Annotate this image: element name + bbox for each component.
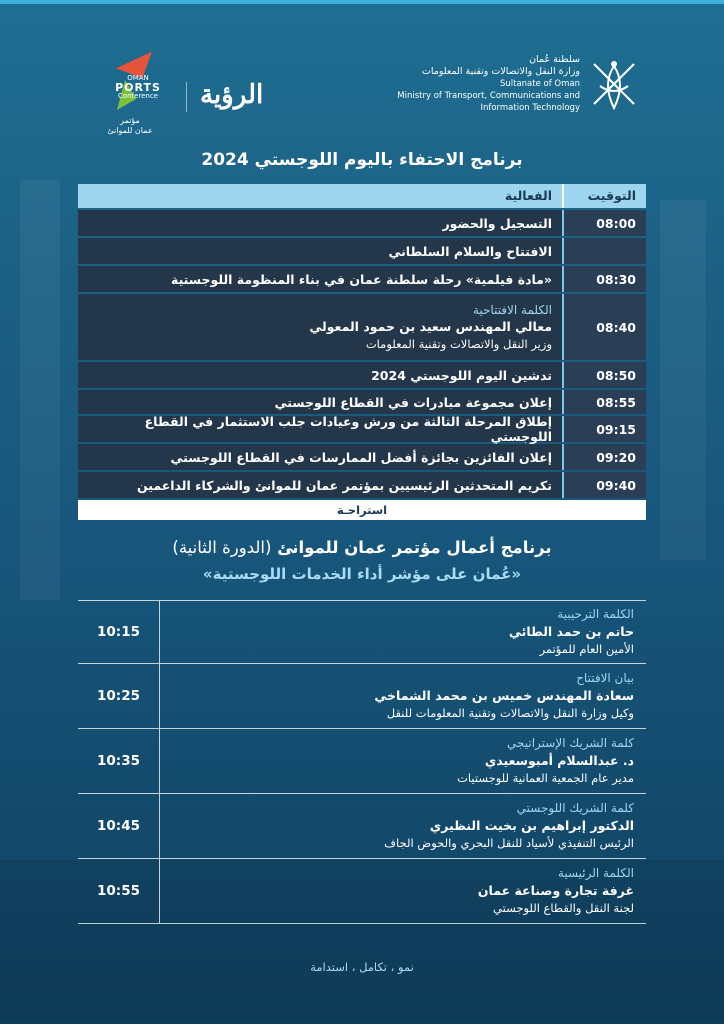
logistics-day-table	[78, 184, 646, 520]
row-time: 10:55	[78, 859, 160, 923]
ports-logo-line2: PORTS	[115, 81, 161, 94]
top-accent-bar	[0, 0, 724, 4]
row-time: 10:35	[78, 729, 160, 793]
conference-edition: (الدورة الثانية)	[172, 538, 272, 557]
row-speaker: الدكتور إبراهيم بن بخيت النظيري	[429, 818, 634, 833]
table-row	[78, 600, 646, 664]
row-activity	[160, 729, 646, 793]
table-row	[78, 859, 646, 924]
table-row	[78, 729, 646, 794]
row-activity: «مادة فيلمية» رحلة سلطنة عمان في بناء المنظومة اللوجستية	[78, 266, 562, 292]
conference-title-main: برنامج أعمال مؤتمر عمان للموانئ	[277, 538, 552, 557]
table-row	[78, 444, 646, 470]
header-activity: الفعالية	[504, 188, 552, 203]
alroya-logo: الرؤية	[200, 80, 264, 110]
ports-logo-ar2: عمان للموانئ	[107, 126, 153, 135]
header-divider	[186, 82, 187, 112]
table-row	[78, 266, 646, 292]
ports-logo-arabic	[100, 116, 160, 136]
row-time: 09:20	[562, 444, 646, 470]
ports-logo-line1: OMAN	[127, 74, 149, 82]
row-activity	[160, 601, 646, 663]
ministry-en3: Information Technology	[480, 103, 580, 113]
table-row	[78, 664, 646, 729]
table-row	[78, 794, 646, 859]
row-time: 09:15	[562, 416, 646, 442]
row-activity: إطلاق المرحلة الثالثة من ورش وعيادات جلب الاستثمار في القطاع اللوجستي	[78, 416, 562, 442]
row-activity: إعلان الفائزين بجائزة أفضل الممارسات في القطاع اللوجستي	[78, 444, 562, 470]
conference-subtitle: «عُمان على مؤشر أداء الخدمات اللوجستية»	[202, 565, 522, 583]
row-time	[562, 238, 646, 264]
row-activity: إعلان مجموعة مبادرات في القطاع اللوجستي	[78, 390, 562, 414]
header	[0, 40, 724, 140]
table-row	[78, 390, 646, 414]
ports-logo-ar1: مؤتمر	[120, 116, 140, 125]
row-speaker: سعادة المهندس خميس بن محمد الشماخي	[374, 688, 634, 703]
table-row	[78, 472, 646, 498]
row-activity	[160, 664, 646, 728]
row-time: 10:25	[78, 664, 160, 728]
row-activity: التسجيل والحضور	[78, 210, 562, 236]
row-activity	[160, 794, 646, 858]
row-activity: الافتتاح والسلام السلطاني	[78, 238, 562, 264]
row-activity	[160, 859, 646, 923]
row-role: كلمة الشريك اللوجستي	[516, 801, 634, 815]
row-role: الكلمة الرئيسية	[557, 866, 634, 880]
conference-title-line	[0, 538, 724, 557]
header-time: التوقيت	[562, 184, 646, 208]
row-description: الرئيس التنفيذي لأسياد للنقل البحري والحوض الجاف	[384, 836, 634, 850]
row-time: 10:15	[78, 601, 160, 663]
row-label: الكلمة الافتتاحية	[472, 303, 552, 317]
table-row	[78, 416, 646, 442]
row-speaker: معالي المهندس سعيد بن حمود المعولي	[309, 319, 552, 334]
row-activity: تدشين اليوم اللوجستي 2024	[78, 362, 562, 388]
row-time: 08:00	[562, 210, 646, 236]
table-row	[78, 238, 646, 264]
row-speaker: غرفة تجارة وصناعة عمان	[477, 883, 634, 898]
ministry-ar1: سلطنة عُمان	[529, 54, 580, 65]
row-time: 09:40	[562, 472, 646, 498]
row-role: كلمة الشريك الإستراتيجي	[507, 736, 634, 750]
row-time: 08:55	[562, 390, 646, 414]
oman-ports-conference-logo	[80, 44, 180, 136]
row-description: وكيل وزارة النقل والاتصالات وتقنية المعلومات للنقل	[386, 706, 634, 720]
logo-sail-orange	[116, 42, 152, 78]
table-row	[78, 362, 646, 388]
row-time: 10:45	[78, 794, 160, 858]
row-description: وزير النقل والاتصالات وتقنية المعلومات	[365, 337, 552, 351]
ministry-ar2: وزارة النقل والاتصالات وتقنية المعلومات	[421, 66, 580, 77]
footer-slogan: نمو ، تكامل ، استدامة	[310, 960, 414, 974]
table-header	[78, 184, 646, 208]
ministry-en2: Ministry of Transport, Communications and	[397, 91, 580, 101]
row-role: الكلمة الترحيبية	[557, 607, 634, 621]
page-title: برنامج الاحتفاء باليوم اللوجستي 2024	[201, 150, 523, 170]
table-row	[78, 294, 646, 360]
conference-title	[0, 538, 724, 583]
ports-logo-line3: Conference	[117, 92, 158, 100]
row-time: 08:30	[562, 266, 646, 292]
conference-table	[78, 600, 646, 924]
row-speaker: حاتم بن حمد الطائي	[509, 624, 634, 639]
row-time: 08:40	[562, 294, 646, 360]
break-row: استراحـة	[78, 500, 646, 520]
row-description: مدير عام الجمعية العمانية للوجستيات	[457, 771, 634, 785]
table-row	[78, 210, 646, 236]
row-time: 08:50	[562, 362, 646, 388]
row-description: الأمين العام للمؤتمر	[539, 642, 634, 656]
oman-emblem-icon	[586, 56, 642, 116]
row-activity: تكريم المتحدثين الرئيسيين بمؤتمر عمان للموانئ والشركاء الداعمين	[78, 472, 562, 498]
row-description: لجنة النقل والقطاع اللوجستي	[493, 901, 634, 915]
row-speaker: د. عبدالسلام أمبوسعيدي	[484, 753, 634, 768]
row-activity	[78, 294, 562, 360]
ports-logo-text	[108, 74, 168, 101]
ministry-text	[397, 54, 580, 114]
ministry-en1: Sultanate of Oman	[499, 79, 580, 89]
row-role: بيان الافتتاح	[576, 671, 634, 685]
